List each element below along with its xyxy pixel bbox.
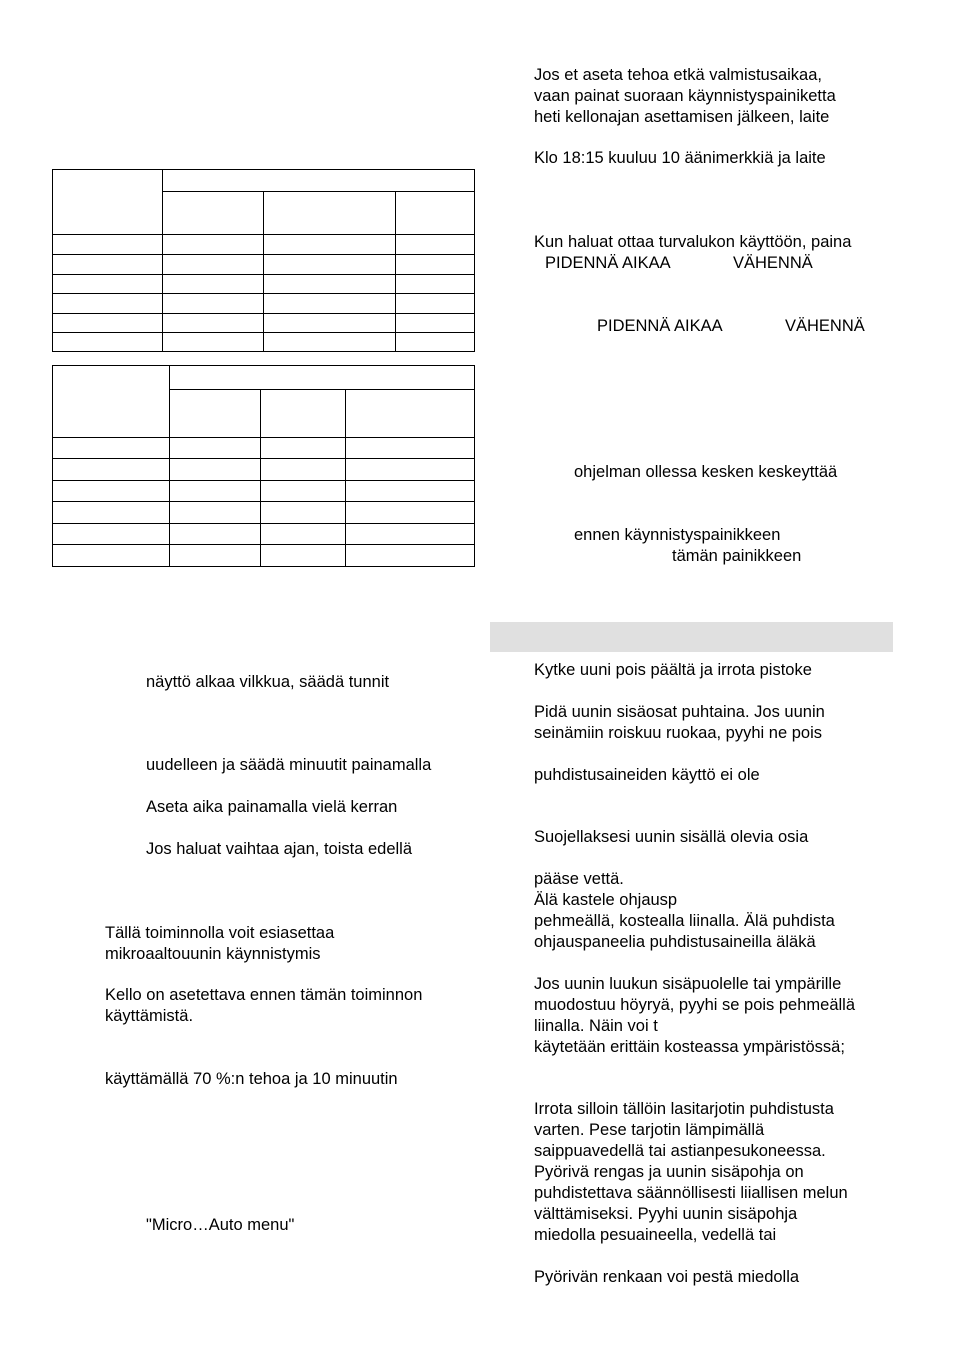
preset-example: käyttämällä 70 %:n tehoa ja 10 minuutin bbox=[105, 1070, 398, 1088]
table-cell bbox=[396, 192, 475, 235]
table-cell bbox=[53, 366, 170, 438]
table-row bbox=[53, 480, 475, 501]
table-cell bbox=[163, 170, 475, 192]
beep-note: Klo 18:15 kuuluu 10 äänimerkkiä ja laite bbox=[534, 149, 826, 167]
preset-intro-line-1: Tällä toiminnolla voit esiasettaa bbox=[105, 924, 335, 942]
cleaning-unplug: Kytke uuni pois päältä ja irrota pistoke bbox=[534, 661, 812, 679]
table-cell bbox=[163, 192, 264, 235]
reduce-label: VÄHENNÄ bbox=[733, 254, 813, 272]
lock-intro: Kun haluat ottaa turvalukon käyttöön, paina bbox=[534, 233, 852, 251]
table-row bbox=[53, 255, 475, 274]
cancel-note-line-2: tämän painikkeen bbox=[672, 547, 802, 565]
preset-clock-note-line-1: Kello on asetettava ennen tämän toiminnon bbox=[105, 986, 423, 1004]
reduce-label-2: VÄHENNÄ bbox=[785, 317, 865, 335]
table-cell bbox=[346, 390, 475, 437]
cleaning-steam-line-2: muodostuu höyryä, pyyhi se pois pehmeällä bbox=[534, 996, 856, 1014]
table-cell bbox=[53, 170, 163, 235]
start-note-line-2: vaan painat suoraan käynnistyspainiketta bbox=[534, 87, 836, 105]
cleaning-tray-line-4: Pyörivä rengas ja uunin sisäpohja on bbox=[534, 1163, 804, 1181]
cleaning-steam-line-1: Jos uunin luukun sisäpuolelle tai ympärille bbox=[534, 975, 842, 993]
start-note-line-1: Jos et aseta tehoa etkä valmistusaikaa, bbox=[534, 66, 822, 84]
cleaning-water-line-2: Älä kastele ohjausp bbox=[534, 891, 678, 909]
cleaning-steam-line-3: liinalla. Näin voi t bbox=[534, 1017, 658, 1035]
table-row bbox=[53, 274, 475, 293]
preset-clock-note-line-2: käyttämistä. bbox=[105, 1007, 194, 1025]
extend-time-label-2: PIDENNÄ AIKAA bbox=[597, 317, 723, 335]
pause-note: ohjelman ollessa kesken keskeyttää bbox=[574, 463, 838, 481]
clock-step-1: näyttö alkaa vilkkua, säädä tunnit bbox=[146, 673, 390, 691]
table-row bbox=[53, 523, 475, 544]
cancel-note-line-1: ennen käynnistyspainikkeen bbox=[574, 526, 781, 544]
cleaning-protect: Suojellaksesi uunin sisällä olevia osia bbox=[534, 828, 809, 846]
cleaning-interior-line-2: seinämiin roiskuu ruokaa, pyyhi ne pois bbox=[534, 724, 822, 742]
clock-step-4: Jos haluat vaihtaa ajan, toista edellä bbox=[146, 840, 413, 858]
extend-time-label: PIDENNÄ AIKAA bbox=[545, 254, 671, 272]
preset-intro-line-2: mikroaaltouunin käynnistymis bbox=[105, 945, 321, 963]
micro-auto-menu-label: "Micro…Auto menu" bbox=[146, 1216, 295, 1234]
cleaning-tray-line-7: miedolla pesuaineella, vedellä tai bbox=[534, 1226, 777, 1244]
cleaning-tray-line-3: saippuavedellä tai astianpesukoneessa. bbox=[534, 1142, 826, 1160]
table-row bbox=[53, 458, 475, 480]
table-row bbox=[53, 332, 475, 351]
table-cell bbox=[170, 366, 475, 390]
table-row bbox=[53, 544, 475, 566]
cleaning-water-line-1: pääse vettä. bbox=[534, 870, 624, 888]
clock-step-3: Aseta aika painamalla vielä kerran bbox=[146, 798, 398, 816]
table-cell bbox=[170, 390, 261, 437]
table-2 bbox=[52, 365, 475, 567]
table-row bbox=[53, 437, 475, 458]
cleaning-tray-line-1: Irrota silloin tällöin lasitarjotin puhdistusta bbox=[534, 1100, 834, 1118]
table-cell bbox=[261, 390, 346, 437]
cleaning-ring: Pyörivän renkaan voi pestä miedolla bbox=[534, 1268, 800, 1286]
cleaning-tray-line-6: välttämiseksi. Pyyhi uunin sisäpohja bbox=[534, 1205, 798, 1223]
table-row bbox=[53, 293, 475, 313]
table-1 bbox=[52, 169, 475, 352]
cleaning-steam-line-4: käytetään erittäin kosteassa ympäristössä; bbox=[534, 1038, 845, 1056]
cleaning-water-line-4: ohjauspaneelia puhdistusaineilla äläkä bbox=[534, 933, 816, 951]
cleaning-tray-line-5: puhdistettava säännöllisesti liiallisen melun bbox=[534, 1184, 848, 1202]
cleaning-tray-line-2: varten. Pese tarjotin lämpimällä bbox=[534, 1121, 765, 1139]
cleaning-detergents: puhdistusaineiden käyttö ei ole bbox=[534, 766, 760, 784]
table-row bbox=[53, 235, 475, 255]
start-note-line-3: heti kellonajan asettamisen jälkeen, laite bbox=[534, 108, 830, 126]
cleaning-interior-line-1: Pidä uunin sisäosat puhtaina. Jos uunin bbox=[534, 703, 825, 721]
table-cell bbox=[264, 192, 396, 235]
table-row bbox=[53, 501, 475, 523]
clock-step-2: uudelleen ja säädä minuutit painamalla bbox=[146, 756, 432, 774]
table-row bbox=[53, 313, 475, 332]
cleaning-water-line-3: pehmeällä, kostealla liinalla. Älä puhdista bbox=[534, 912, 835, 930]
section-header-band bbox=[490, 622, 893, 652]
